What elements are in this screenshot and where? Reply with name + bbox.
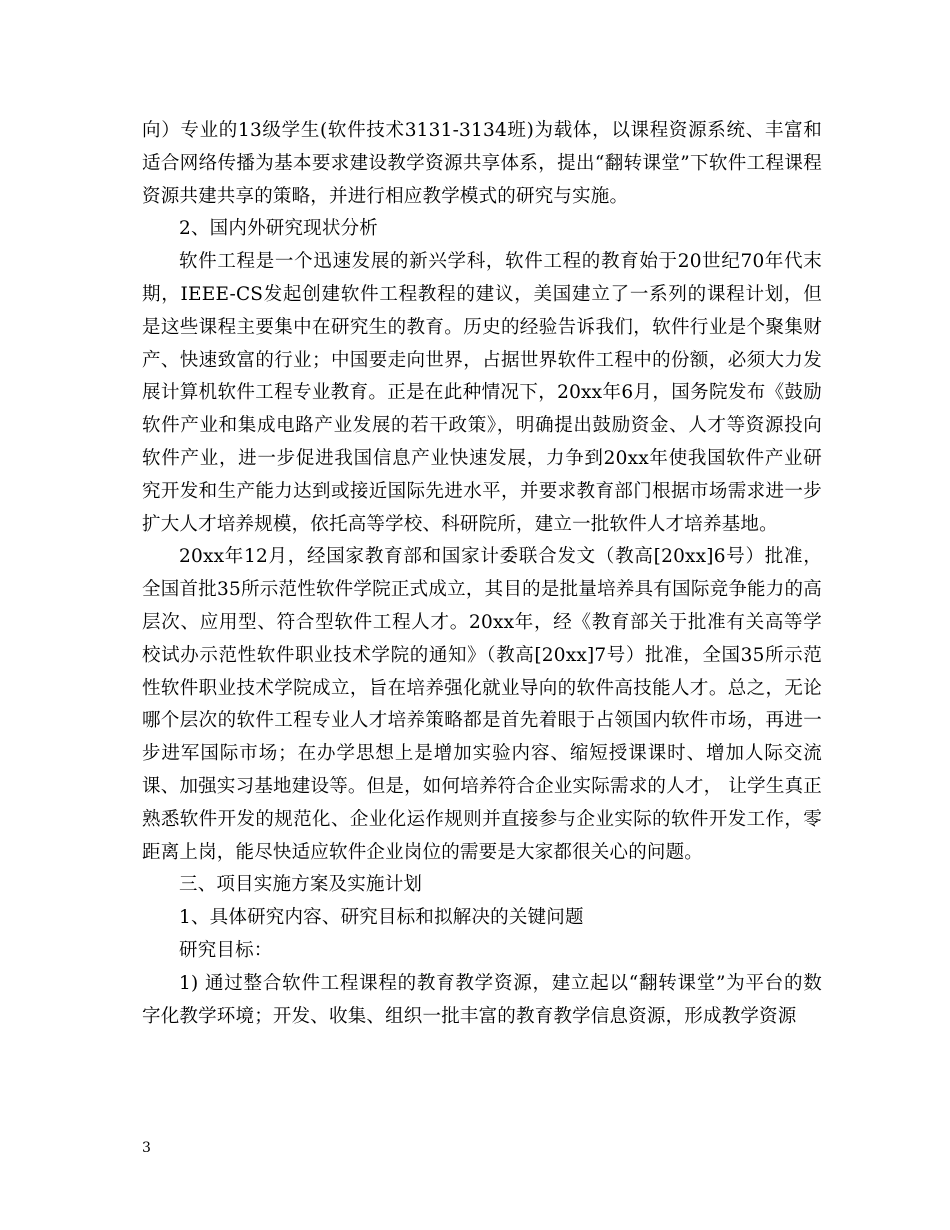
document-body [142,115,822,1033]
heading-research-status: 2、国内外研究现状分析 [179,218,378,240]
heading-research-content: 1、具体研究内容、研究目标和拟解决的关键问题 [179,907,584,929]
label-research-goals: 研究目标： [179,939,273,961]
page-number: 3 [142,1140,151,1156]
paragraph-demonstration-schools: 20xx年12月，经国家教育部和国家计委联合发文（教高[20xx]6号）批准，全国首批35所示范性软件学院正式成立，其目的是批量培养具有国际竞争能力的高层次、应用型、符合型软件工程人才。20xx年，经《教育部关于批准有关高等学校试办示范性软件职业技术学院的通知》（教高[20xx]7号）批准，全国35所示范性软件职业技术学院成立，旨在培养强化就业导向的软件高技能人才。总之，无论哪个层次的软件工程专业人才培养策略都是首先着眼于占领国内软件市场，再进一步进军国际市场；在办学思想上是增加实验内容、缩短授课课时、增加人际交流课、加强实习基地建设等。但是，如何培养符合企业实际需求的人才， 让学生真正熟悉软件开发的规范化、企业化运作规则并直接参与企业实际的软件开发工作，零距离上岗，能尽快适应软件企业岗位的需要是大家都很关心的问题。 [142,546,822,863]
paragraph-software-engineering-history: 软件工程是一个迅速发展的新兴学科，软件工程的教育始于20世纪70年代末期，IEEE-CS发起创建软件工程教程的建议，美国建立了一系列的课程计划，但是这些课程主要集中在研究生的教育。历史的经验告诉我们，软件行业是个聚集财产、快速致富的行业；中国要走向世界，占据世界软件工程中的份额，必须大力发展计算机软件工程专业教育。正是在此种情况下，20xx年6月，国务院发布《鼓励软件产业和集成电路产业发展的若干政策》，明确提出鼓励资金、人才等资源投向软件产业，进一步促进我国信息产业快速发展，力争到20xx年使我国软件产业研究开发和生产能力达到或接近国际先进水平，并要求教育部门根据市场需求进一步扩大人才培养规模，依托高等学校、科研院所，建立一批软件人才培养基地。 [142,251,822,535]
paragraph-continued-intro: 向）专业的13级学生(软件技术3131-3134班)为载体，以课程资源系统、丰富和适合网络传播为基本要求建设教学资源共享体系，提出“翻转课堂”下软件工程课程资源共建共享的策略，并进行相应教学模式的研究与实施。 [142,120,822,207]
paragraph-goal-one: 1) 通过整合软件工程课程的教育教学资源，建立起以“翻转课堂”为平台的数字化教学环境；开发、收集、组织一批丰富的教育教学信息资源，形成教学资源 [142,972,822,1027]
heading-implementation-plan: 三、项目实施方案及实施计划 [179,874,423,896]
